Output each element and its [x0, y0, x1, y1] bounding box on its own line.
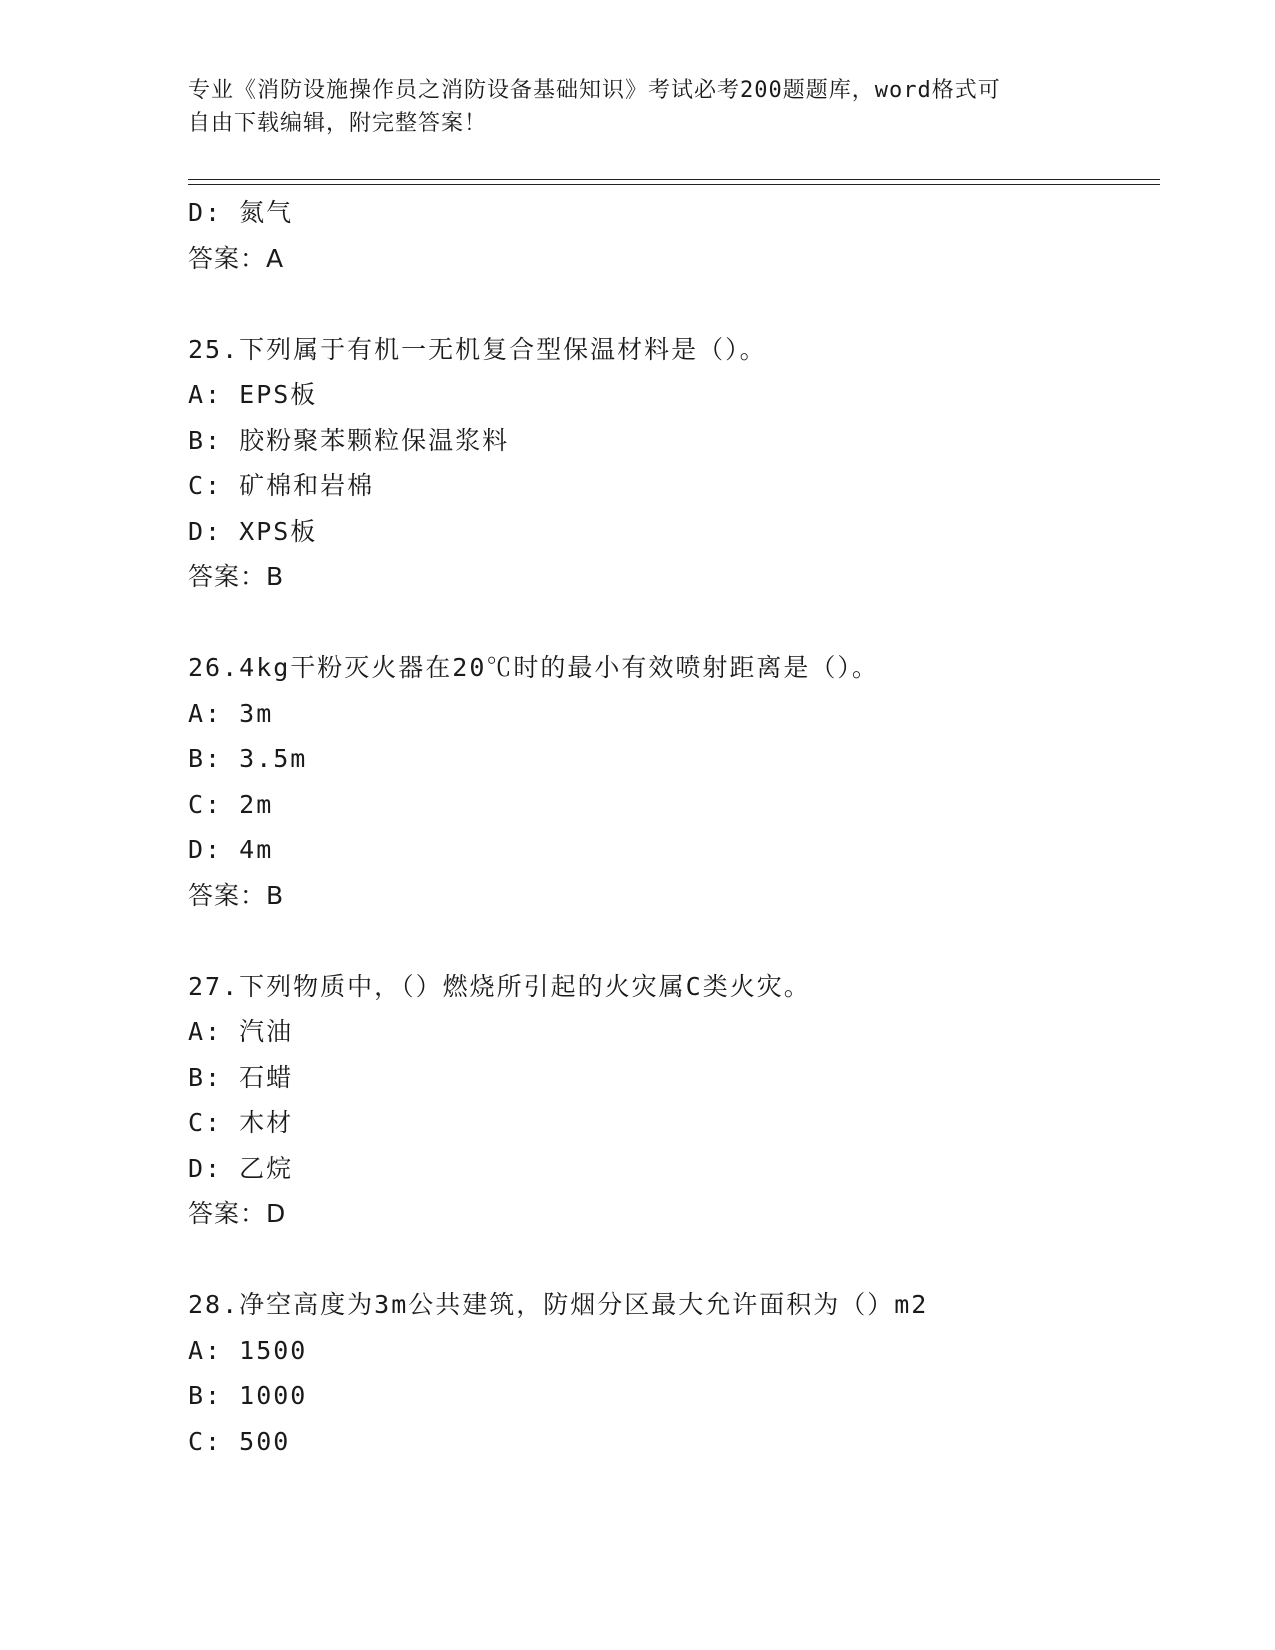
option-b: B: 石蜡 — [188, 1062, 294, 1092]
question-list — [188, 190, 1158, 1464]
question-text: 28.净空高度为3m公共建筑，防烟分区最大允许面积为（）m2 — [188, 1290, 929, 1319]
question-26 — [188, 645, 1158, 918]
header-line-1: 专业《消防设施操作员之消防设备基础知识》考试必考200题题库，word格式可 — [188, 78, 1001, 103]
option-a: A: 3m — [188, 698, 274, 728]
option-c: C: 2m — [188, 789, 274, 819]
option-a: A: 1500 — [188, 1335, 308, 1365]
answer-line: 答案：B — [188, 880, 285, 910]
question-25 — [188, 327, 1158, 600]
header-divider-bottom — [188, 184, 1160, 185]
answer-line: 答案：B — [188, 562, 285, 591]
option-a: A: EPS板 — [188, 380, 318, 409]
option-d: D: 4m — [188, 835, 274, 864]
option-c: C: 木材 — [188, 1108, 294, 1137]
document-header — [188, 74, 1088, 140]
answer-line: 答案：D — [188, 1199, 287, 1228]
option-a: A: 汽油 — [188, 1017, 294, 1046]
question-28 — [188, 1282, 1158, 1464]
option-d: D: 氮气 — [188, 198, 294, 227]
option-b: B: 3.5m — [188, 744, 308, 773]
option-d: D: XPS板 — [188, 516, 318, 546]
header-line-2: 自由下载编辑，附完整答案！ — [188, 111, 488, 136]
question-text: 25.下列属于有机一无机复合型保温材料是（）。 — [188, 334, 767, 364]
option-d: D: 乙烷 — [188, 1153, 294, 1183]
question-text: 26.4kg干粉灭火器在20℃时的最小有效喷射距离是（）。 — [188, 653, 879, 682]
option-b: B: 1000 — [188, 1381, 308, 1410]
option-b: B: 胶粉聚苯颗粒保温浆料 — [188, 425, 510, 455]
option-c: C: 500 — [188, 1426, 291, 1456]
option-c: C: 矿棉和岩棉 — [188, 471, 375, 500]
answer-line: 答案：A — [188, 243, 285, 273]
header-divider-top — [188, 179, 1160, 180]
question-text: 27.下列物质中，（）燃烧所引起的火灾属C类火灾。 — [188, 971, 811, 1001]
question-27 — [188, 964, 1158, 1237]
